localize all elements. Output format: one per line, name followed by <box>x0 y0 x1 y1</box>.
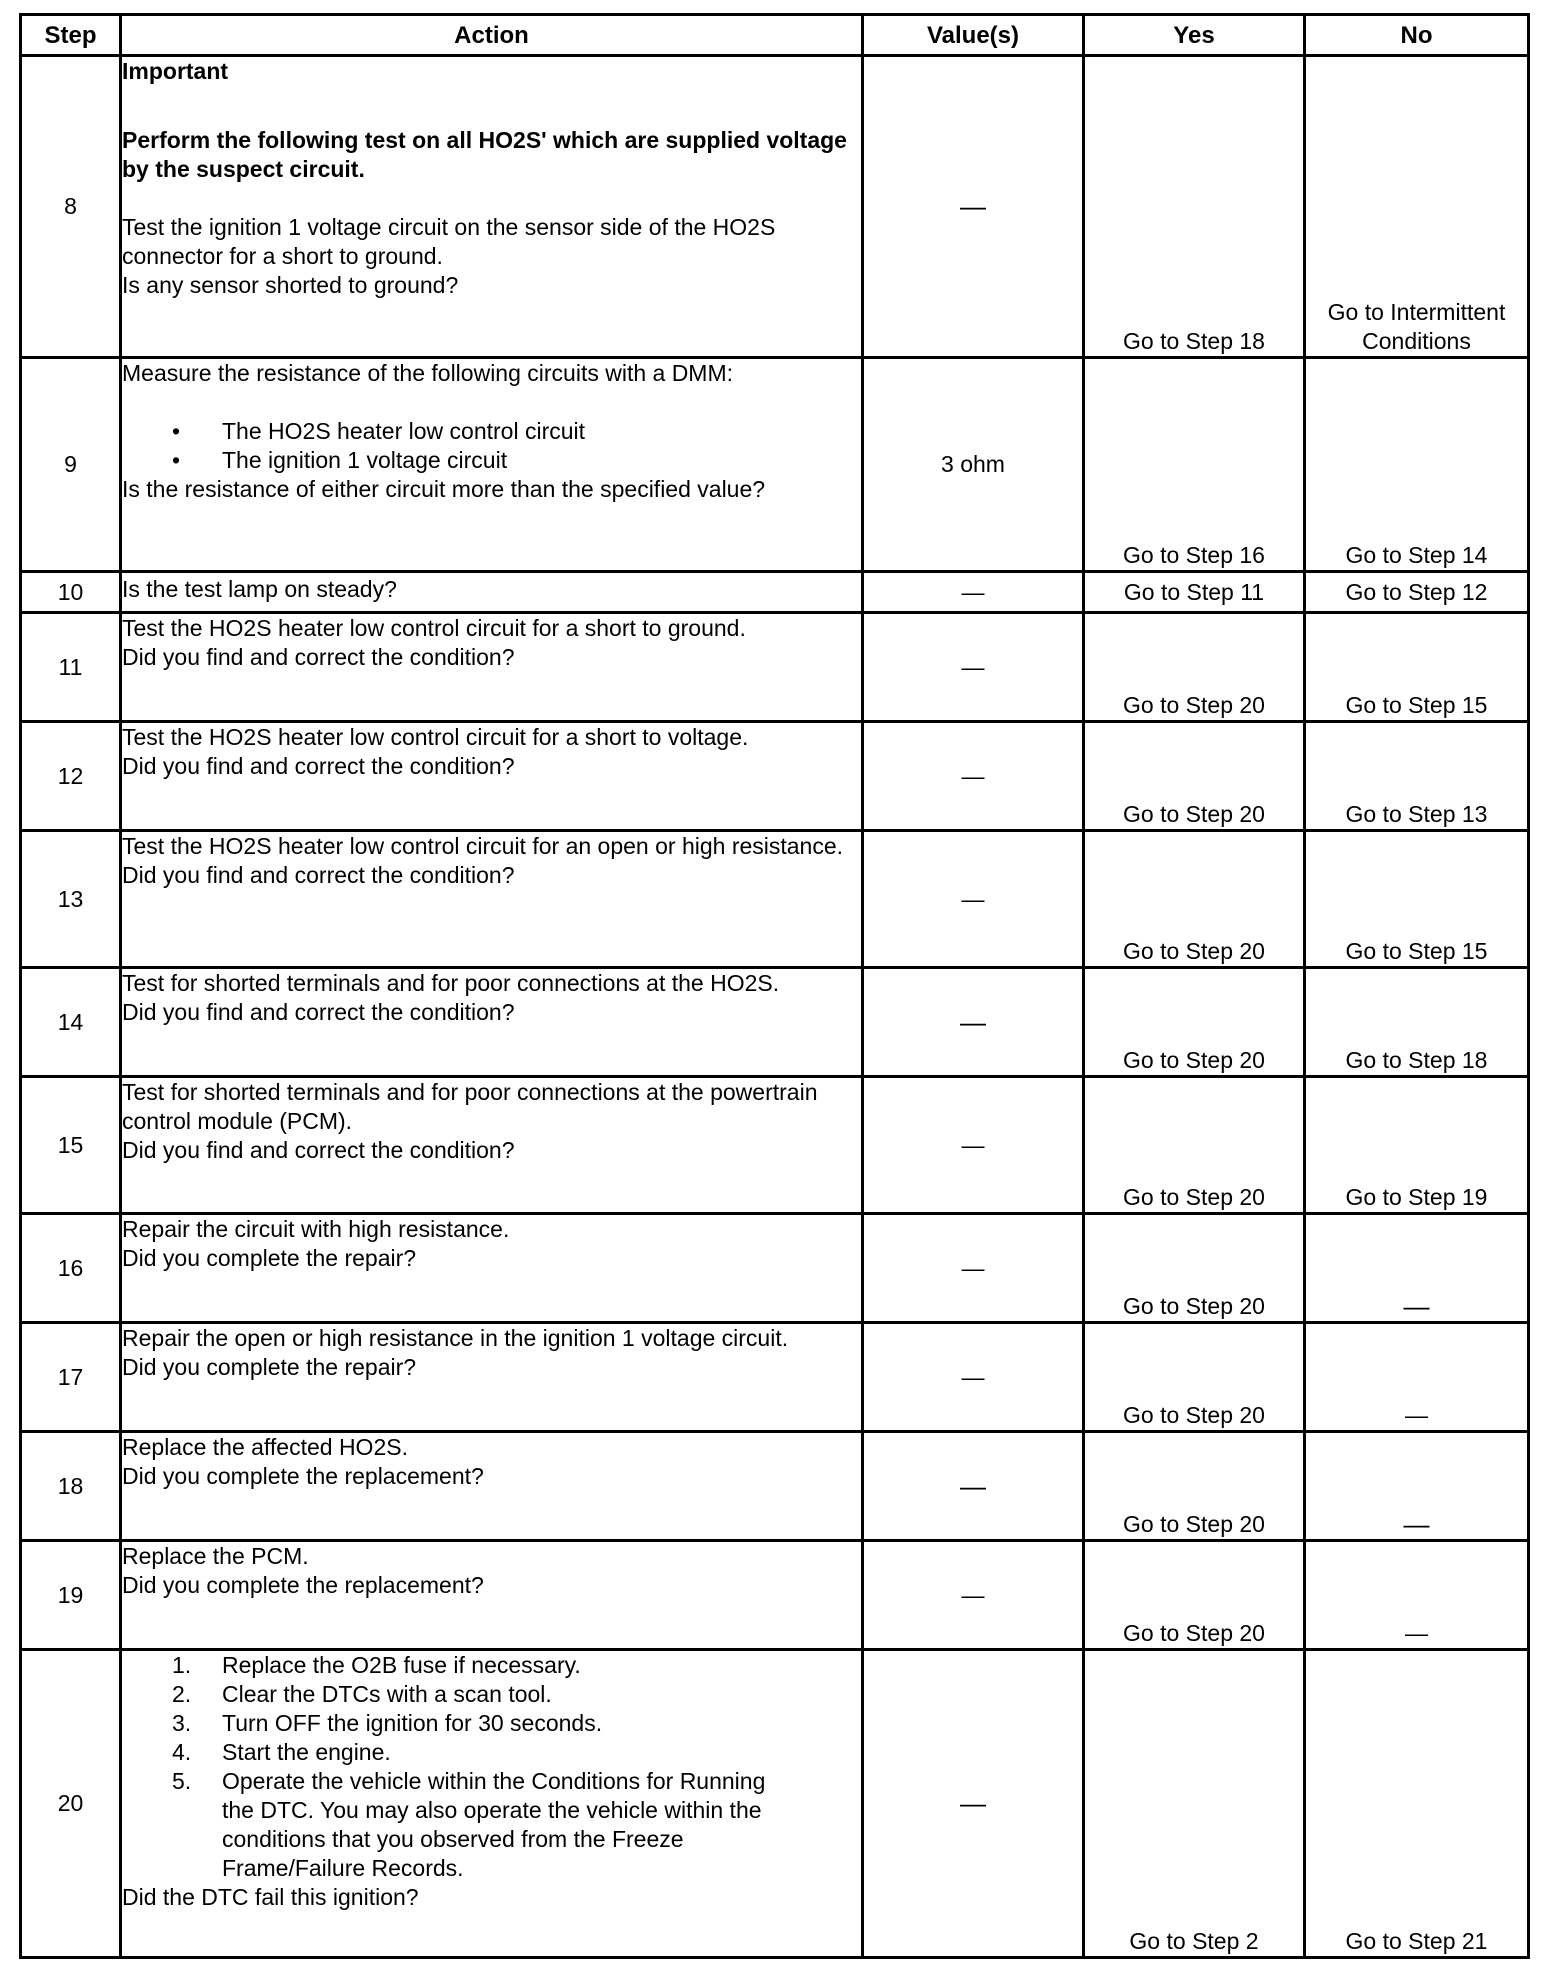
no-cell: Go to Step 21 <box>1305 1650 1529 1958</box>
no-cell: Go to Step 14 <box>1305 358 1529 572</box>
action-question: Did you find and correct the condition? <box>122 644 515 670</box>
no-cell: Go to Step 13 <box>1305 722 1529 831</box>
yes-cell: Go to Step 18 <box>1084 56 1305 358</box>
action-cell <box>121 1432 863 1541</box>
header-action: Action <box>121 15 863 56</box>
table-row-step-16 <box>21 1214 1529 1323</box>
action-question: Did you complete the replacement? <box>122 1463 484 1489</box>
header-values: Value(s) <box>863 15 1084 56</box>
step-number: 20 <box>21 1650 121 1958</box>
action-cell <box>121 1541 863 1650</box>
value-cell: — <box>863 1650 1084 1958</box>
step-number: 12 <box>21 722 121 831</box>
list-number: 2. <box>172 1681 192 1707</box>
action-cell <box>121 1323 863 1432</box>
step-number: 13 <box>21 831 121 968</box>
table-row-step-11 <box>21 613 1529 722</box>
table-row-step-8 <box>21 56 1529 358</box>
action-text: Test for shorted terminals and for poor connections at the powertrain control module (PCM). <box>122 1079 818 1134</box>
yes-cell: Go to Step 20 <box>1084 613 1305 722</box>
action-text: Test the HO2S heater low control circuit for a short to voltage. <box>122 724 749 750</box>
table-row-step-10 <box>21 572 1529 613</box>
action-question: Did you find and correct the condition? <box>122 999 515 1025</box>
table-row-step-13 <box>21 831 1529 968</box>
value-cell: — <box>863 831 1084 968</box>
no-cell: Go to Intermittent Conditions <box>1305 56 1529 358</box>
value-cell: 3 ohm <box>863 358 1084 572</box>
list-item: • The ignition 1 voltage circuit <box>122 446 861 475</box>
table-row-step-12 <box>21 722 1529 831</box>
step-number: 17 <box>21 1323 121 1432</box>
action-cell <box>121 613 863 722</box>
action-question: Did you complete the repair? <box>122 1354 417 1380</box>
yes-cell: Go to Step 2 <box>1084 1650 1305 1958</box>
action-text: Test for shorted terminals and for poor connections at the HO2S. <box>122 970 780 996</box>
header-no: No <box>1305 15 1529 56</box>
value-cell: — <box>863 56 1084 358</box>
list-item <box>122 1738 782 1767</box>
table-row-step-18 <box>21 1432 1529 1541</box>
list-text: Operate the vehicle within the Conditions for Running the DTC. You may also operate the vehicle within the conditions that you observed from the Freeze Frame/Failure Records. <box>222 1768 766 1881</box>
procedure-list <box>122 1651 861 1883</box>
action-cell <box>121 56 863 358</box>
table-row-step-9 <box>21 358 1529 572</box>
step-number: 15 <box>21 1077 121 1214</box>
yes-cell: Go to Step 20 <box>1084 722 1305 831</box>
list-number: 1. <box>172 1652 192 1678</box>
action-text: Test the HO2S heater low control circuit for an open or high resistance. <box>122 833 844 859</box>
value-cell: — <box>863 1432 1084 1541</box>
action-text: Test the HO2S heater low control circuit for a short to ground. <box>122 615 746 641</box>
yes-cell: Go to Step 20 <box>1084 831 1305 968</box>
action-question: Did the DTC fail this ignition? <box>122 1884 419 1910</box>
action-cell <box>121 1214 863 1323</box>
action-question: Did you find and correct the condition? <box>122 862 515 888</box>
step-number: 9 <box>21 358 121 572</box>
list-item <box>122 1651 782 1680</box>
list-item <box>122 1767 782 1883</box>
action-cell <box>121 722 863 831</box>
diagnostic-table <box>19 13 1530 1959</box>
no-cell: Go to Step 15 <box>1305 831 1529 968</box>
table-row-step-15 <box>21 1077 1529 1214</box>
list-number: 5. <box>172 1768 192 1794</box>
value-cell: — <box>863 722 1084 831</box>
no-cell: Go to Step 15 <box>1305 613 1529 722</box>
yes-cell: Go to Step 16 <box>1084 358 1305 572</box>
action-text: Replace the affected HO2S. <box>122 1434 408 1460</box>
action-question: Is the resistance of either circuit more than the specified value? <box>122 476 766 502</box>
step-number: 8 <box>21 56 121 358</box>
important-note: Perform the following test on all HO2S' which are supplied voltage by the suspect circuit. <box>122 127 847 182</box>
action-text: Replace the PCM. <box>122 1543 309 1569</box>
yes-cell: Go to Step 11 <box>1084 572 1305 613</box>
action-question: Did you complete the repair? <box>122 1245 417 1271</box>
action-cell <box>121 968 863 1077</box>
action-question: Did you complete the replacement? <box>122 1572 484 1598</box>
step-number: 19 <box>21 1541 121 1650</box>
yes-cell: Go to Step 20 <box>1084 1077 1305 1214</box>
no-cell: Go to Step 19 <box>1305 1077 1529 1214</box>
action-cell <box>121 1077 863 1214</box>
list-item <box>122 1680 782 1709</box>
step-number: 14 <box>21 968 121 1077</box>
value-cell: — <box>863 572 1084 613</box>
step-number: 16 <box>21 1214 121 1323</box>
action-cell <box>121 358 863 572</box>
value-cell: — <box>863 1323 1084 1432</box>
table-row-step-19 <box>21 1541 1529 1650</box>
value-cell: — <box>863 968 1084 1077</box>
no-cell: — <box>1305 1432 1529 1541</box>
header-row <box>21 15 1529 56</box>
list-number: 4. <box>172 1739 192 1765</box>
circuit-list <box>122 417 861 475</box>
list-item: • The HO2S heater low control circuit <box>122 417 861 446</box>
list-text: Replace the O2B fuse if necessary. <box>222 1652 581 1678</box>
list-number: 3. <box>172 1710 192 1736</box>
list-text: Turn OFF the ignition for 30 seconds. <box>222 1710 603 1736</box>
step-number: 10 <box>21 572 121 613</box>
step-number: 11 <box>21 613 121 722</box>
table-row-step-17 <box>21 1323 1529 1432</box>
action-text: Repair the open or high resistance in the ignition 1 voltage circuit. <box>122 1325 789 1351</box>
no-cell: — <box>1305 1323 1529 1432</box>
action-question: Did you find and correct the condition? <box>122 753 515 779</box>
no-cell: — <box>1305 1541 1529 1650</box>
yes-cell: Go to Step 20 <box>1084 1541 1305 1650</box>
no-cell: Go to Step 12 <box>1305 572 1529 613</box>
no-cell: Go to Step 18 <box>1305 968 1529 1077</box>
action-question: Is the test lamp on steady? <box>121 572 863 613</box>
yes-cell: Go to Step 20 <box>1084 968 1305 1077</box>
value-cell: — <box>863 613 1084 722</box>
action-text: Test the ignition 1 voltage circuit on the sensor side of the HO2S connector for a short to ground. <box>122 214 776 269</box>
action-question: Is any sensor shorted to ground? <box>122 272 459 298</box>
list-text: Clear the DTCs with a scan tool. <box>222 1681 552 1707</box>
yes-cell: Go to Step 20 <box>1084 1214 1305 1323</box>
action-question: Did you find and correct the condition? <box>122 1137 515 1163</box>
action-cell <box>121 1650 863 1958</box>
table-row-step-20 <box>21 1650 1529 1958</box>
action-text: Repair the circuit with high resistance. <box>122 1216 510 1242</box>
action-text: Measure the resistance of the following circuits with a DMM: <box>122 360 734 386</box>
header-yes: Yes <box>1084 15 1305 56</box>
value-cell: — <box>863 1541 1084 1650</box>
step-number: 18 <box>21 1432 121 1541</box>
list-text: Start the engine. <box>222 1739 391 1765</box>
list-item <box>122 1709 782 1738</box>
important-label: Important <box>122 58 229 84</box>
yes-cell: Go to Step 20 <box>1084 1432 1305 1541</box>
no-cell: — <box>1305 1214 1529 1323</box>
value-cell: — <box>863 1214 1084 1323</box>
header-step: Step <box>21 15 121 56</box>
table-row-step-14 <box>21 968 1529 1077</box>
action-cell <box>121 831 863 968</box>
value-cell: — <box>863 1077 1084 1214</box>
yes-cell: Go to Step 20 <box>1084 1323 1305 1432</box>
